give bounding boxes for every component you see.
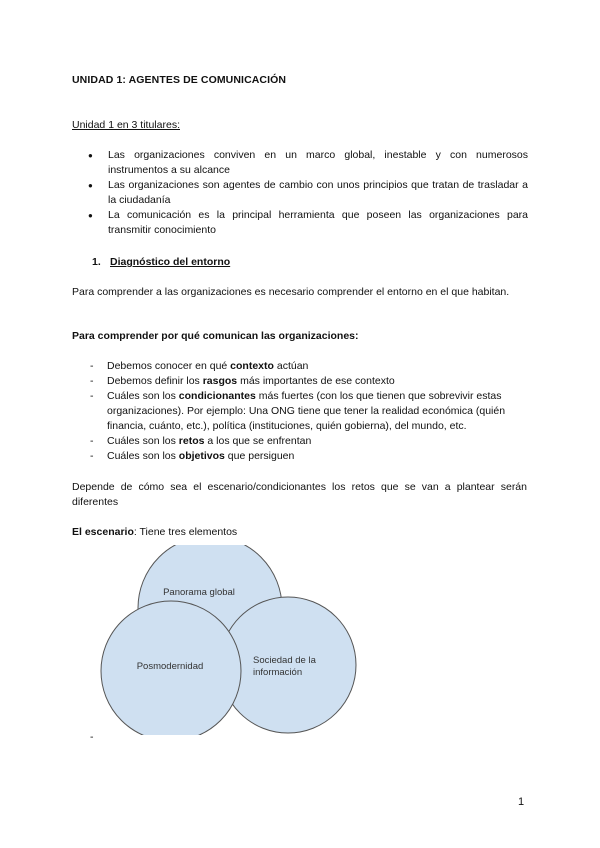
- scenario-line: [72, 525, 237, 540]
- list-item: ● La comunicación es la principal herramienta que poseen las organizaciones para transmitir conocimiento: [88, 208, 528, 238]
- label-panorama-global: Panorama global: [163, 587, 235, 598]
- list-item: - Debemos conocer en qué contexto actúan: [90, 359, 530, 374]
- venn-diagram: [100, 545, 360, 735]
- list-item: - Cuáles son los condicionantes más fuertes (con los que tienen que sobrevivir estas organizaciones). Por ejemplo: Una ONG tiene que tener la realidad económica (quién financia, cuánto, etc.), política (instituciones, quién gobierna), del mundo, etc.: [90, 389, 530, 434]
- section-number: 1.: [92, 256, 101, 268]
- section-heading: [92, 255, 230, 270]
- depends-paragraph: Depende de cómo sea el escenario/condicionantes los retos que se van a plantear serán diferentes: [72, 481, 527, 508]
- scenario-label: El escenario: [72, 526, 134, 538]
- subtitle: Unidad 1 en 3 titulares:: [72, 119, 180, 131]
- section-title: Diagnóstico del entorno: [110, 256, 231, 268]
- label-posmodernidad: Posmodernidad: [136, 661, 204, 672]
- headline-list: [88, 148, 528, 238]
- list-item: - Cuáles son los objetivos que persiguen: [90, 449, 530, 464]
- label-sociedad-line1: Sociedad de la: [253, 655, 316, 666]
- document-title: UNIDAD 1: AGENTES DE COMUNICACIÓN: [72, 74, 287, 86]
- list-item: - Cuáles son los retos a los que se enfrentan: [90, 434, 530, 449]
- stray-dash: -: [90, 731, 94, 743]
- question-heading: Para comprender por qué comunican las organizaciones:: [72, 330, 359, 342]
- criteria-list: [90, 359, 530, 464]
- intro-paragraph: Para comprender a las organizaciones es necesario comprender el entorno en el que habitan.: [72, 286, 510, 298]
- scenario-text: : Tiene tres elementos: [133, 526, 238, 538]
- list-item: ● Las organizaciones conviven en un marco global, inestable y con numerosos instrumentos a su alcance: [88, 148, 528, 178]
- label-sociedad-line2: información: [253, 667, 303, 678]
- list-item: - Debemos definir los rasgos más importantes de ese contexto: [90, 374, 530, 389]
- list-item: ● Las organizaciones son agentes de cambio con unos principios que tratan de trasladar a la ciudadanía: [88, 178, 528, 208]
- page-number: 1: [518, 796, 525, 808]
